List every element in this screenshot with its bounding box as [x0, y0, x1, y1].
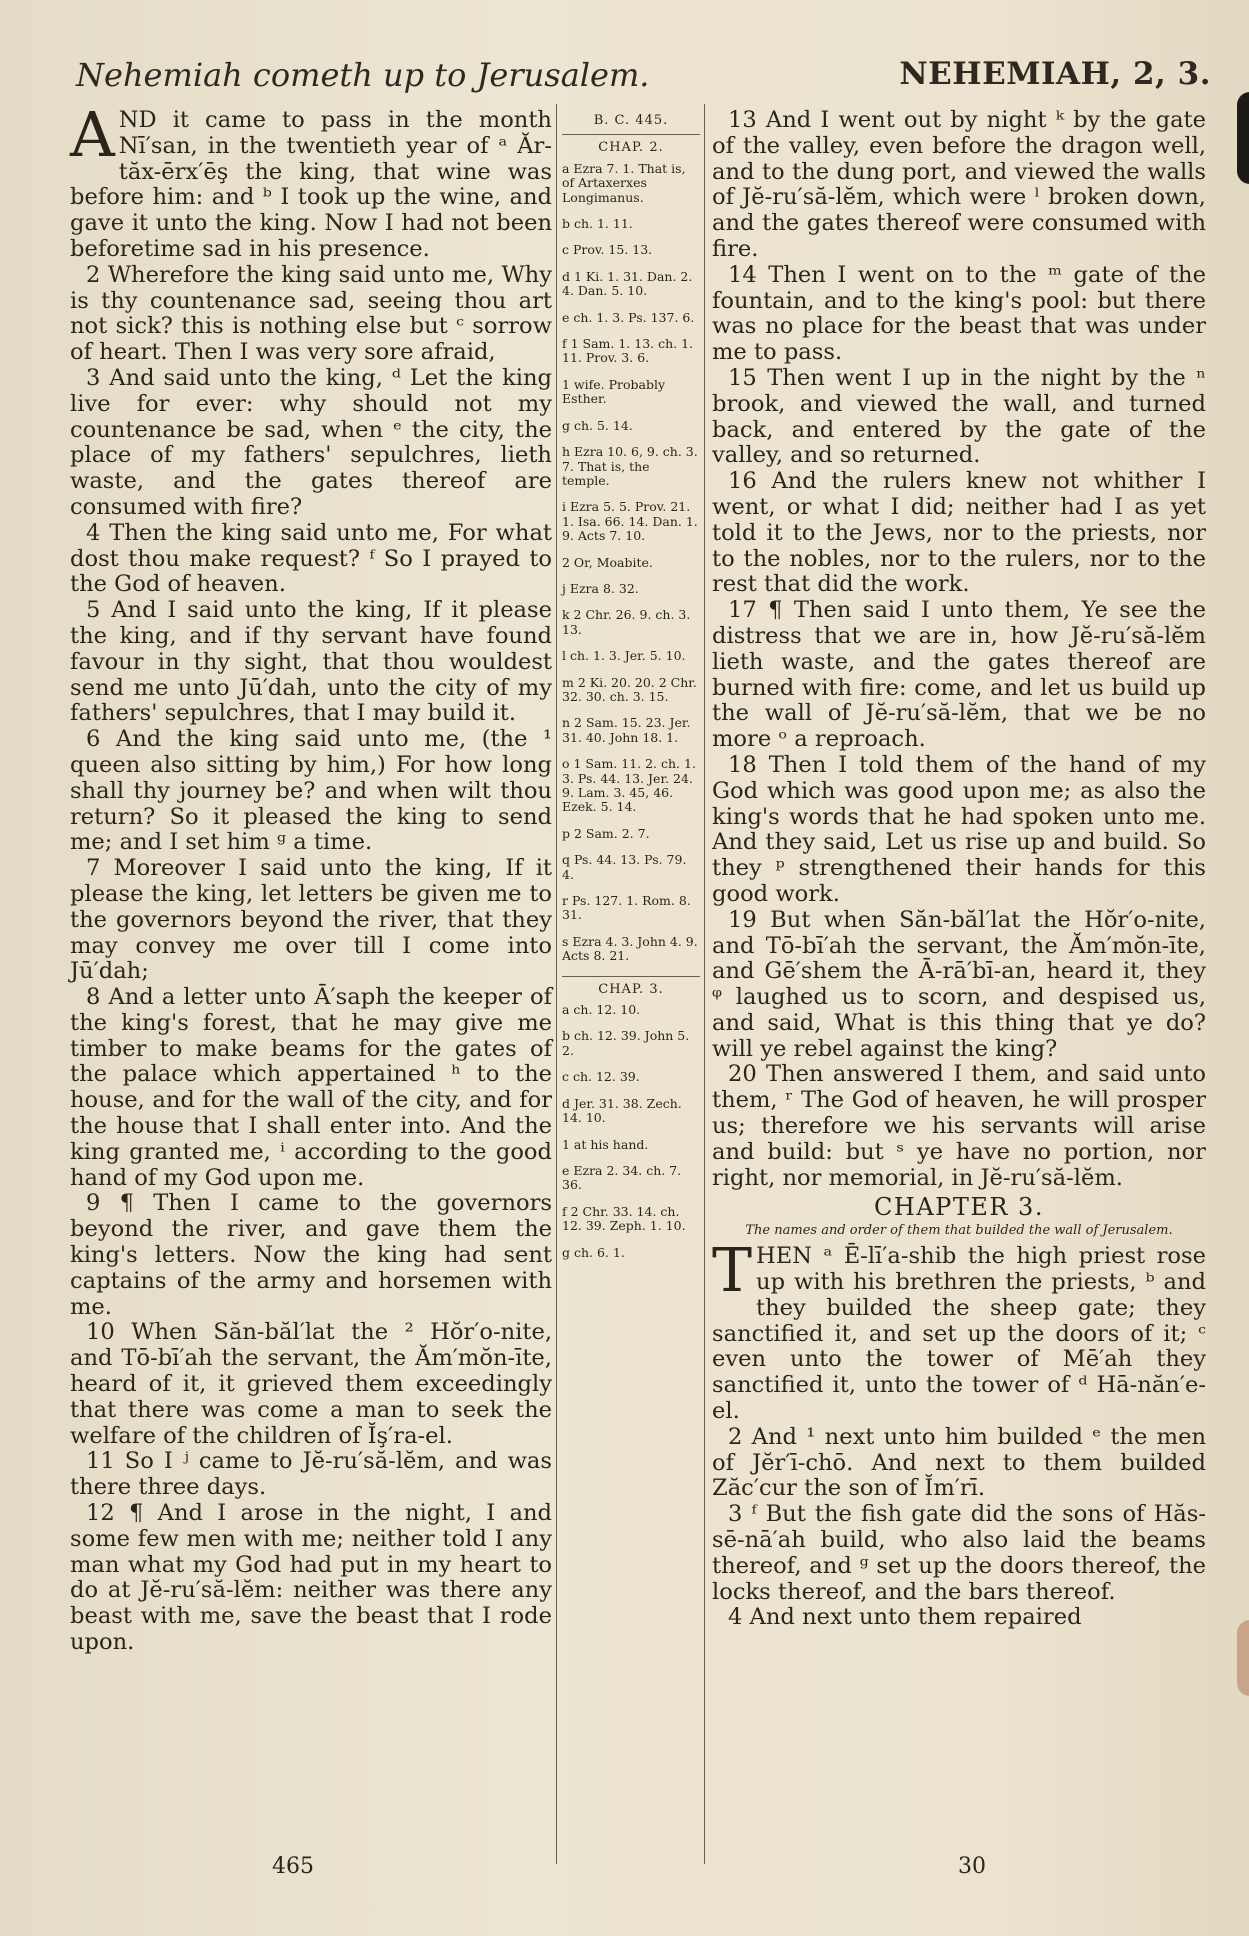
margin-note: j Ezra 8. 32.: [562, 580, 639, 596]
margin-note: o 1 Sam. 11. 2. ch. 1. 3. Ps. 44. 13. Jer. 24. 9. Lam. 3. 45, 46. Ezek. 5. 14.: [562, 756, 696, 815]
chapter-summary: The names and order of them that builded the wall of Jerusalem.: [745, 1223, 1173, 1239]
margin-note: s Ezra 4. 3. John 4. 9. Acts 8. 21.: [562, 933, 698, 964]
verse-19: 19 But when Săn-băl′lat the Hŏr′o-nite, and Tō-bī′ah the servant, the Ăm′mŏn-īte, and Gē′shem the Ā-rā′bī-an, heard it, they ᵠ laughed us to scorn, and despised us, and said, What is this thing that ye do? will ye rebel against the king?: [712, 906, 1206, 1062]
drop-cap: A: [70, 98, 115, 171]
verse-20: 20 Then answered I them, and said unto them, ʳ The God of heaven, he will prosper us; therefore we his servants will arise and build: but ˢ ye have no portion, nor right, nor memorial, in Jĕ-ru′să-lĕm.: [712, 1061, 1206, 1191]
column-divider-right: [704, 104, 705, 1864]
drop-cap: T: [712, 1236, 753, 1307]
margin-date: B. C. 445.: [593, 113, 669, 128]
margin-note: d 1 Ki. 1. 31. Dan. 2. 4. Dan. 5. 10.: [562, 268, 693, 299]
verse-3: 3 And said unto the king, ᵈ Let the king live for ever: why should not my countenance be sad, when ᵉ the city, the place of my fathers' sepulchres, lieth waste, and the gates thereof are consumed with fire?: [70, 364, 552, 520]
margin-note: g ch. 6. 1.: [562, 1244, 625, 1260]
chapter-page-number: 30: [958, 1854, 986, 1879]
margin-note: f 1 Sam. 1. 13. ch. 1. 11. Prov. 3. 6.: [562, 336, 694, 366]
chapter-3-verse-4: 4 And next unto them repaired: [728, 1604, 1082, 1631]
margin-note: n 2 Sam. 15. 23. Jer. 31. 40. John 18. 1.: [562, 715, 691, 745]
verse-12: 12 ¶ And I arose in the night, I and some few men with me; neither told I any man what my God had put in my heart to do at Jĕ-ru′să-lĕm: neither was there any beast with me, save the beast that I rode upon.: [70, 1500, 552, 1656]
margin-note: e ch. 1. 3. Ps. 137. 6.: [562, 309, 695, 325]
verse-16: 16 And the rulers knew not whither I went, or what I did; neither had I as yet told it to the Jews, nor to the priests, nor to the nobles, nor to the rulers, nor to the rest that did the work.: [712, 468, 1206, 598]
margin-references: [562, 108, 700, 1272]
page-number: 465: [272, 1854, 314, 1879]
page-edge-stain: [1237, 1620, 1249, 1696]
verse-18: 18 Then I told them of the hand of my God which was good upon me; as also the king's words that he had spoken unto me. And they said, Let us rise up and build. So they ᵖ strengthened their hands for this good work.: [712, 751, 1206, 907]
margin-note: c Prov. 15. 13.: [562, 242, 653, 258]
verse-10: 10 When Săn-băl′lat the ² Hŏr′o-nite, and Tō-bī′ah the servant, the Ăm′mŏn-īte, heard of it, it grieved them exceedingly that there was come a man to seek the welfare of the children of Ĭş′ra-el.: [70, 1319, 552, 1449]
chapter-3-verse-2: 2 And ¹ next unto him builded ᵉ the men of Jĕr′ī-chō. And next to them builded Zăc′cur the son of Ĭm′rī.: [712, 1423, 1206, 1502]
margin-note: l ch. 1. 3. Jer. 5. 10.: [562, 648, 686, 664]
margin-note: 1 at his hand.: [562, 1136, 649, 1152]
margin-note: d Jer. 31. 38. Zech. 14. 10.: [562, 1095, 682, 1126]
margin-chapter-2-label: CHAP. 2.: [598, 140, 664, 156]
left-text-column: [70, 98, 552, 1656]
margin-note: p 2 Sam. 2. 7.: [562, 825, 650, 841]
margin-note: m 2 Ki. 20. 20. 2 Chr. 32. 30. ch. 3. 15.: [562, 674, 697, 704]
verse-8: 8 And a letter unto Ā′saph the keeper of the king's forest, that he may give me timber to make beams for the gates of the palace which appertained ʰ to the house, and for the wall of the city, and for the house that I shall enter into. And the king granted me, ⁱ according to the good hand of my God upon me.: [70, 984, 552, 1191]
margin-rule: [562, 976, 700, 977]
verse-4: 4 Then the king said unto me, For what dost thou make request? ᶠ So I prayed to the God of heaven.: [70, 519, 552, 598]
margin-note: g ch. 5. 14.: [562, 417, 633, 433]
margin-note: 2 Or, Moabite.: [562, 554, 653, 570]
verse-9: 9 ¶ Then I came to the governors beyond the river, and gave them the king's letters. Now the king had sent captains of the army and horsemen with me.: [70, 1190, 552, 1320]
verse-1: AND it came to pass in the month Nī′san, in the twentieth year of ᵃ Ăr-tăx-ērx′ēş the king, that wine was before him: and ᵇ I took up the wine, and gave it unto the king. Now I had not been beforetime sad in his presence.: [70, 98, 552, 262]
margin-chapter-3-label: CHAP. 3.: [598, 981, 664, 997]
margin-note: b ch. 12. 39. John 5. 2.: [562, 1028, 690, 1058]
verse-11: 11 So I ʲ came to Jĕ-ru′să-lĕm, and was there three days.: [70, 1448, 552, 1501]
running-head-reference: NEHEMIAH, 2, 3.: [899, 56, 1211, 92]
chapter-heading: CHAPTER 3.: [874, 1193, 1044, 1222]
column-divider-left: [556, 104, 557, 1864]
margin-note: q Ps. 44. 13. Ps. 79. 4.: [562, 852, 687, 882]
chapter-3-verse-3: 3 ᶠ But the fish gate did the sons of Hăs-sē-nā′ah build, who also laid the beams thereof, and ᵍ set up the doors thereof, the locks thereof, and the bars thereof.: [712, 1501, 1206, 1605]
verse-15: 15 Then went I up in the night by the ⁿ brook, and viewed the wall, and turned back, and entered by the gate of the valley, and so returned.: [712, 364, 1206, 469]
verse-5: 5 And I said unto the king, If it please the king, and if thy servant have found favour in thy sight, that thou wouldest send me unto Jū′dah, unto the city of my fathers' sepulchres, that I may build it.: [70, 597, 552, 727]
margin-note: a ch. 12. 10.: [562, 1002, 641, 1018]
margin-note: i Ezra 5. 5. Prov. 21. 1. Isa. 66. 14. Dan. 1. 9. Acts 7. 10.: [562, 499, 698, 544]
margin-note: c ch. 12. 39.: [562, 1069, 640, 1085]
margin-note: f 2 Chr. 33. 14. ch. 12. 39. Zeph. 1. 10.: [562, 1203, 686, 1234]
running-head-title: Nehemiah cometh up to Jerusalem.: [76, 56, 650, 94]
verse-14: 14 Then I went on to the ᵐ gate of the fountain, and to the king's pool: but there was no place for the beast that was under me to pass.: [712, 261, 1206, 366]
verse-6: 6 And the king said unto me, (the ¹ queen also sitting by him,) For how long shall thy journey be? and when wilt thou return? So it pleased the king to send me; and I set him ᵍ a time.: [70, 726, 552, 856]
margin-note: 1 wife. Probably Esther.: [562, 376, 666, 407]
margin-note: b ch. 1. 11.: [562, 216, 633, 232]
chapter-3-verse-1: THEN ᵃ Ē-lī′a-shib the high priest rose up with his brethren the priests, ᵇ and they builded the sheep gate; they sanctified it, and set up the doors of it; ᶜ even unto the tower of Mē′ah they sanctified it, unto the tower of ᵈ Hā-năn′e-el.: [712, 1236, 1206, 1425]
verse-2: 2 Wherefore the king said unto me, Why is thy countenance sad, seeing thou art not sick? this is nothing else but ᶜ sorrow of heart. Then I was very sore afraid,: [70, 261, 552, 366]
margin-note: a Ezra 7. 1. That is, of Artaxerxes Longimanus.: [562, 160, 686, 205]
verse-17: 17 ¶ Then said I unto them, Ye see the distress that we are in, how Jĕ-ru′să-lĕm lieth waste, and the gates thereof are burned with fire: come, and let us build up the wall of Jĕ-ru′să-lĕm, that we be no more ᵒ a reproach.: [712, 597, 1206, 753]
verse-7: 7 Moreover I said unto the king, If it please the king, let letters be given me to the governors beyond the river, that they may convey me over till I come into Jū′dah;: [70, 855, 552, 985]
margin-note: h Ezra 10. 6, 9. ch. 3. 7. That is, the temple.: [562, 444, 698, 488]
margin-note: r Ps. 127. 1. Rom. 8. 31.: [562, 893, 691, 923]
right-text-column: [712, 108, 1206, 1631]
margin-rule: [562, 134, 700, 135]
verse-13: 13 And I went out by night ᵏ by the gate of the valley, even before the dragon well, and to the dung port, and viewed the walls of Jĕ-ru′să-lĕm, which were ˡ broken down, and the gates thereof were consumed with fire.: [712, 107, 1206, 262]
thumb-index-tab: [1237, 92, 1249, 184]
margin-note: k 2 Chr. 26. 9. ch. 3. 13.: [562, 607, 691, 637]
margin-note: e Ezra 2. 34. ch. 7. 36.: [562, 1162, 682, 1193]
